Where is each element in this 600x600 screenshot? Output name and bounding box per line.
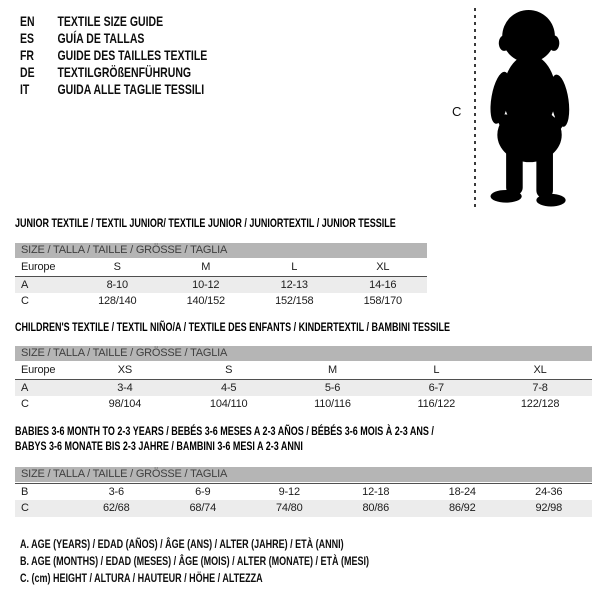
table-cell: 158/170 bbox=[363, 295, 402, 307]
table-cell: 74/80 bbox=[275, 502, 303, 514]
table-row bbox=[15, 362, 592, 379]
table-cell: 62/68 bbox=[102, 502, 130, 514]
language-row-it bbox=[20, 81, 207, 98]
height-measure-label: C bbox=[452, 104, 462, 119]
table-cell: 86/92 bbox=[448, 502, 476, 514]
table-rows bbox=[15, 483, 592, 517]
junior-size-table bbox=[15, 243, 427, 310]
table-cell: 7-8 bbox=[532, 382, 548, 394]
footnote-age-years: A. AGE (YEARS) / EDAD (AÑOS) / ÂGE (ANS) / ALTER (JAHRE) / ETÀ (ANNI) bbox=[20, 537, 344, 551]
table-rows bbox=[15, 362, 592, 413]
table-cell: 98/104 bbox=[108, 398, 142, 410]
table-cell: 68/74 bbox=[189, 502, 217, 514]
language-title: GUIDE DES TAILLES TEXTILE bbox=[57, 47, 208, 63]
language-title: GUIDA ALLE TAGLIE TESSILI bbox=[57, 81, 205, 97]
table-cell: 152/158 bbox=[275, 295, 314, 307]
table-cell: 24-36 bbox=[535, 486, 563, 498]
table-row bbox=[15, 276, 427, 293]
row-key-label: C bbox=[21, 502, 29, 514]
row-key-label: A bbox=[21, 279, 29, 291]
table-row bbox=[15, 500, 592, 517]
table-cell: 6-9 bbox=[195, 486, 211, 498]
table-cell: 12-18 bbox=[362, 486, 390, 498]
table-cell: 104/110 bbox=[209, 398, 248, 410]
table-cell: 8-10 bbox=[106, 279, 128, 291]
footnote-legend bbox=[20, 536, 369, 587]
row-key-label: C bbox=[21, 398, 29, 410]
table-cell: 122/128 bbox=[520, 398, 560, 410]
table-cell: 140/152 bbox=[186, 295, 225, 307]
row-key-label: B bbox=[21, 486, 29, 498]
table-cell: 12-13 bbox=[280, 279, 308, 291]
table-cell: S bbox=[225, 364, 233, 376]
size-header-bar: SIZE / TALLA / TAILLE / GRÖSSE / TAGLIA bbox=[15, 346, 592, 361]
table-cell: 110/116 bbox=[314, 398, 351, 410]
language-row-es bbox=[20, 30, 207, 47]
size-header-bar: SIZE / TALLA / TAILLE / GRÖSSE / TAGLIA bbox=[15, 243, 427, 258]
table-rows bbox=[15, 259, 427, 310]
junior-table-title: JUNIOR TEXTILE / TEXTIL JUNIOR/ TEXTILE JUNIOR / JUNIORTEXTIL / JUNIOR TESSILE bbox=[15, 216, 396, 230]
table-cell: L bbox=[291, 261, 298, 273]
baby-silhouette-icon bbox=[482, 8, 580, 208]
height-measure-dashed-line bbox=[474, 8, 476, 208]
babies-size-table bbox=[15, 467, 592, 517]
language-row-en bbox=[20, 13, 207, 30]
table-row bbox=[15, 259, 427, 276]
table-cell: 14-16 bbox=[369, 279, 397, 291]
language-row-de bbox=[20, 64, 207, 81]
table-cell: M bbox=[201, 261, 211, 273]
table-row bbox=[15, 293, 427, 310]
language-title-list bbox=[20, 13, 207, 98]
footnote-age-months: B. AGE (MONTHS) / EDAD (MESES) / ÂGE (MOIS) / ALTER (MONATE) / ETÀ (MESI) bbox=[20, 554, 369, 568]
language-row-fr bbox=[20, 47, 207, 64]
table-row bbox=[15, 483, 592, 500]
language-code: ES bbox=[20, 30, 35, 46]
language-code: FR bbox=[20, 47, 35, 63]
language-code: EN bbox=[20, 13, 35, 29]
table-cell: L bbox=[433, 364, 440, 376]
table-cell: 6-7 bbox=[428, 382, 444, 394]
table-cell: S bbox=[113, 261, 121, 273]
table-cell: 5-6 bbox=[324, 382, 341, 394]
table-cell: M bbox=[328, 364, 337, 376]
table-cell: XL bbox=[533, 364, 547, 376]
babies-title-line2: BABYS 3-6 MONATE BIS 2-3 JAHRE / BAMBINI 3-6 MESI A 2-3 ANNI bbox=[15, 439, 303, 453]
table-cell: 3-6 bbox=[108, 486, 124, 498]
table-row bbox=[15, 379, 592, 396]
language-code: DE bbox=[20, 64, 35, 80]
babies-table-title bbox=[15, 424, 434, 454]
table-cell: 128/140 bbox=[98, 295, 137, 307]
children-table-title: CHILDREN'S TEXTILE / TEXTIL NIÑO/A / TEXTILE DES ENFANTS / KINDERTEXTIL / BAMBINI TESSILE bbox=[15, 320, 451, 334]
row-key-label: C bbox=[21, 295, 29, 307]
table-cell: 3-4 bbox=[117, 382, 133, 394]
table-row bbox=[15, 396, 592, 413]
babies-title-line1: BABIES 3-6 MONTH TO 2-3 YEARS / BEBÉS 3-6 MESES A 2-3 AÑOS / BÉBÉS 3-6 MOIS À 2-3 ANS / bbox=[15, 424, 434, 438]
table-cell: 4-5 bbox=[221, 382, 237, 394]
region-label: Europe bbox=[21, 364, 56, 376]
table-cell: XS bbox=[117, 364, 133, 376]
table-cell: 9-12 bbox=[278, 486, 300, 498]
footnote-height-cm: C. (cm) HEIGHT / ALTURA / HAUTEUR / HÖHE / ALTEZZA bbox=[20, 571, 263, 585]
language-title: TEXTILE SIZE GUIDE bbox=[57, 13, 164, 29]
table-cell: 10-12 bbox=[192, 279, 220, 291]
region-label: Europe bbox=[21, 261, 56, 273]
table-cell: 80/86 bbox=[362, 502, 390, 514]
table-cell: 18-24 bbox=[448, 486, 476, 498]
language-title: TEXTILGRÖßENFÜHRUNG bbox=[57, 64, 192, 80]
table-cell: 116/122 bbox=[417, 398, 456, 410]
language-code: IT bbox=[20, 81, 30, 97]
language-title: GUÍA DE TALLAS bbox=[57, 30, 145, 46]
table-cell: 92/98 bbox=[535, 502, 563, 514]
table-cell: XL bbox=[376, 261, 390, 273]
children-size-table bbox=[15, 346, 592, 413]
row-key-label: A bbox=[21, 382, 29, 394]
size-header-bar: SIZE / TALLA / TAILLE / GRÖSSE / TAGLIA bbox=[15, 467, 592, 482]
